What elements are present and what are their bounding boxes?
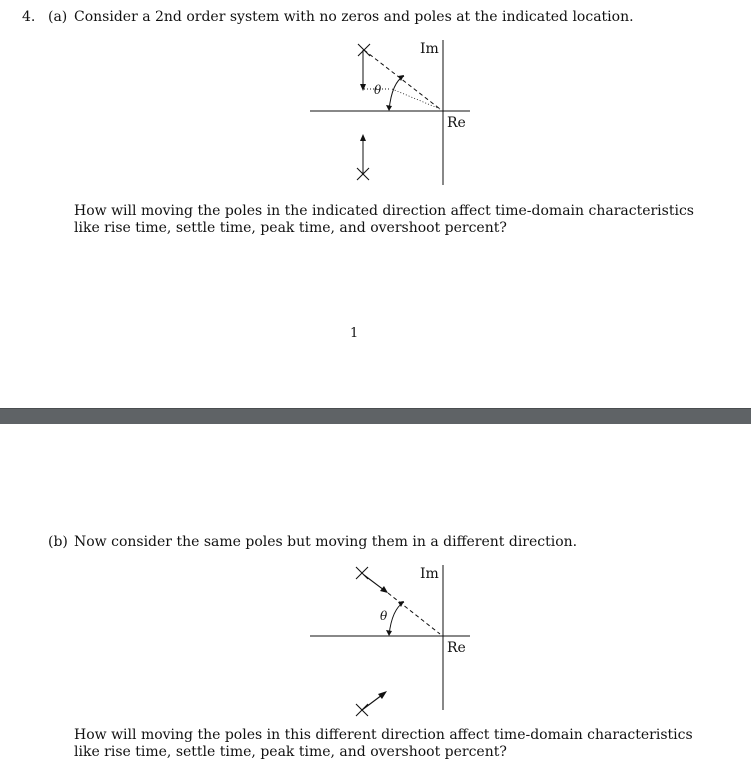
theta-label: θ: [380, 609, 388, 623]
part-a-statement: Consider a 2nd order system with no zeros and poles at the indicated location.: [74, 9, 634, 25]
theta-arc: [389, 602, 404, 635]
part-a-label: (a): [48, 9, 68, 25]
page-number: 1: [350, 326, 359, 341]
problem-number: 4.: [22, 9, 36, 25]
pole-zero-diagram-a: [300, 30, 480, 195]
im-label: Im: [420, 41, 439, 57]
pole-zero-diagram-b: [300, 555, 480, 720]
upper-pole-arrow: [364, 575, 388, 593]
lower-pole-arrow: [362, 691, 387, 710]
document-page-2: [0, 424, 751, 767]
lower-pole-arrow: [360, 134, 366, 174]
upper-pole-arrow: [360, 50, 366, 91]
re-label: Re: [447, 115, 466, 131]
part-b-label: (b): [48, 534, 68, 550]
theta-arc: [389, 76, 404, 110]
part-b-question: How will moving the poles in this different direction affect time-domain characteristics like rise time, settle time, peak time, and overshoot percent?: [74, 727, 693, 760]
im-label: Im: [420, 566, 439, 582]
re-label: Re: [447, 640, 466, 656]
dashed-radius: [364, 50, 440, 109]
theta-arc-arrowhead-bottom: [386, 630, 392, 636]
dashed-radius: [388, 593, 440, 634]
page-separator: [0, 408, 751, 425]
dotted-radius: [392, 89, 440, 109]
part-b-statement: Now consider the same poles but moving them in a different direction.: [74, 534, 578, 550]
part-a-question: How will moving the poles in the indicated direction affect time-domain characteristics like rise time, settle time, peak time, and overshoot percent?: [74, 203, 694, 236]
theta-arc-arrowhead-bottom: [386, 105, 392, 111]
theta-label: θ: [374, 83, 382, 97]
